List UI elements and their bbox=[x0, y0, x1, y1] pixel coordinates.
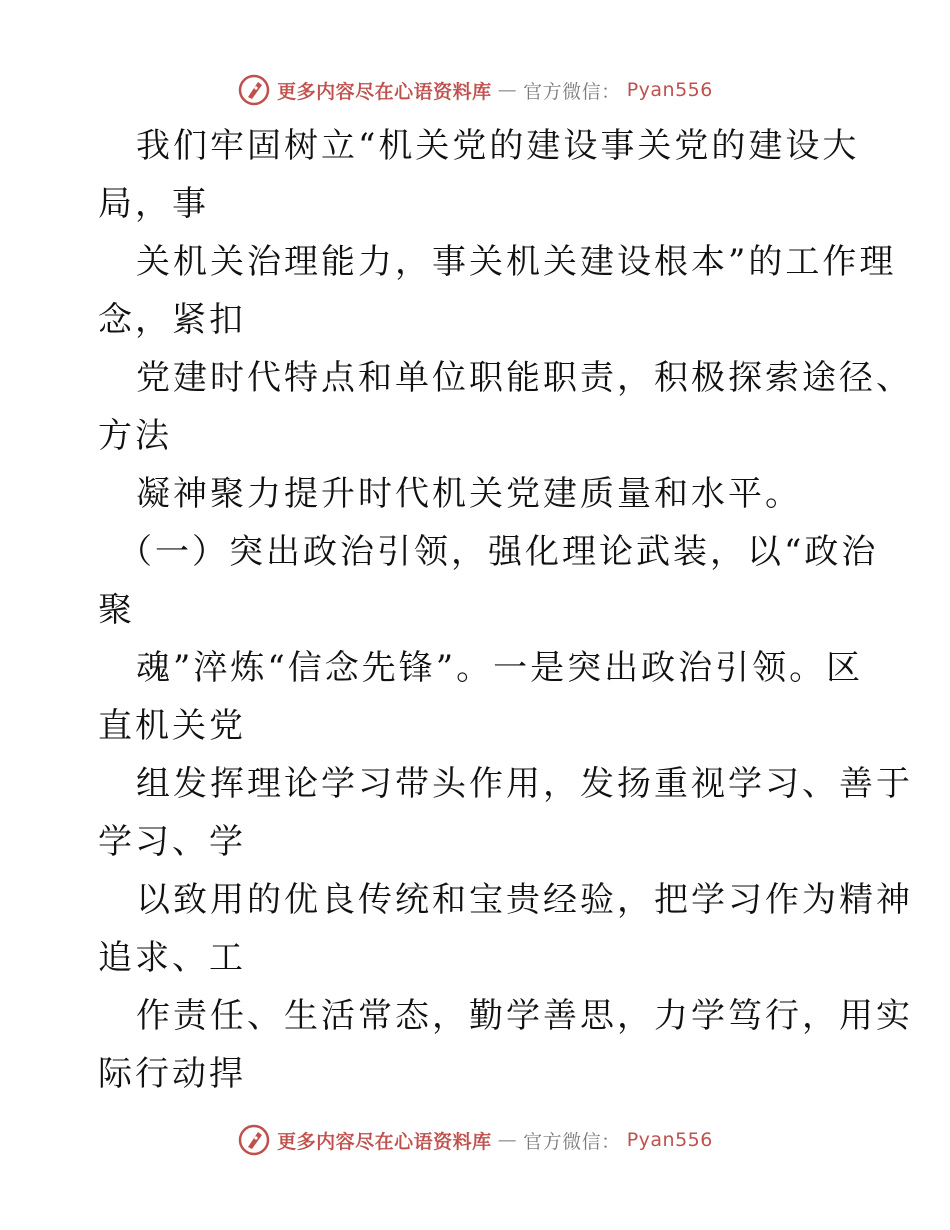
watermark-dash: — bbox=[497, 79, 518, 101]
text-line: 局，事 bbox=[98, 184, 209, 224]
text-line: 魂”淬炼“信念先锋”。一是突出政治引领。区 bbox=[136, 648, 864, 688]
text-line: 追求、工 bbox=[98, 938, 246, 978]
header-watermark bbox=[0, 70, 950, 110]
text-line: （一）突出政治引领，强化理论武装，以“政治 bbox=[118, 532, 879, 572]
text-line: 念，紧扣 bbox=[98, 300, 246, 340]
watermark-brand: 更多内容尽在心语资料库 bbox=[277, 1130, 492, 1153]
text-line: 组发挥理论学习带头作用，发扬重视学习、善于 bbox=[136, 764, 913, 804]
watermark-dash: — bbox=[497, 1129, 518, 1151]
watermark-official-label: 官方微信： bbox=[523, 80, 621, 103]
watermark-brand: 更多内容尽在心语资料库 bbox=[277, 80, 492, 103]
watermark-wechat-id: Pyan556 bbox=[626, 1129, 713, 1151]
text-line: 关机关治理能力，事关机关建设根本”的工作理 bbox=[136, 242, 897, 282]
document-body bbox=[0, 117, 950, 1103]
text-line: 际行动捍 bbox=[98, 1054, 246, 1094]
watermark-official-label: 官方微信： bbox=[523, 1130, 621, 1153]
text-line: 直机关党 bbox=[98, 706, 246, 746]
text-line: 作责任、生活常态，勤学善思，力学笃行，用实 bbox=[136, 996, 913, 1036]
text-line: 聚 bbox=[98, 590, 135, 630]
text-line: 凝神聚力提升时代机关党建质量和水平。 bbox=[136, 474, 802, 514]
text-line: 方法 bbox=[98, 416, 172, 456]
pen-nib-circle-icon bbox=[237, 73, 271, 107]
text-line: 学习、学 bbox=[98, 822, 246, 862]
watermark-wechat-id: Pyan556 bbox=[626, 79, 713, 101]
text-line: 我们牢固树立“机关党的建设事关党的建设大 bbox=[136, 126, 860, 166]
text-line: 党建时代特点和单位职能职责，积极探索途径、 bbox=[136, 358, 913, 398]
text-line: 以致用的优良传统和宝贵经验，把学习作为精神 bbox=[136, 880, 913, 920]
pen-nib-circle-icon bbox=[237, 1123, 271, 1157]
footer-watermark bbox=[0, 1120, 950, 1160]
